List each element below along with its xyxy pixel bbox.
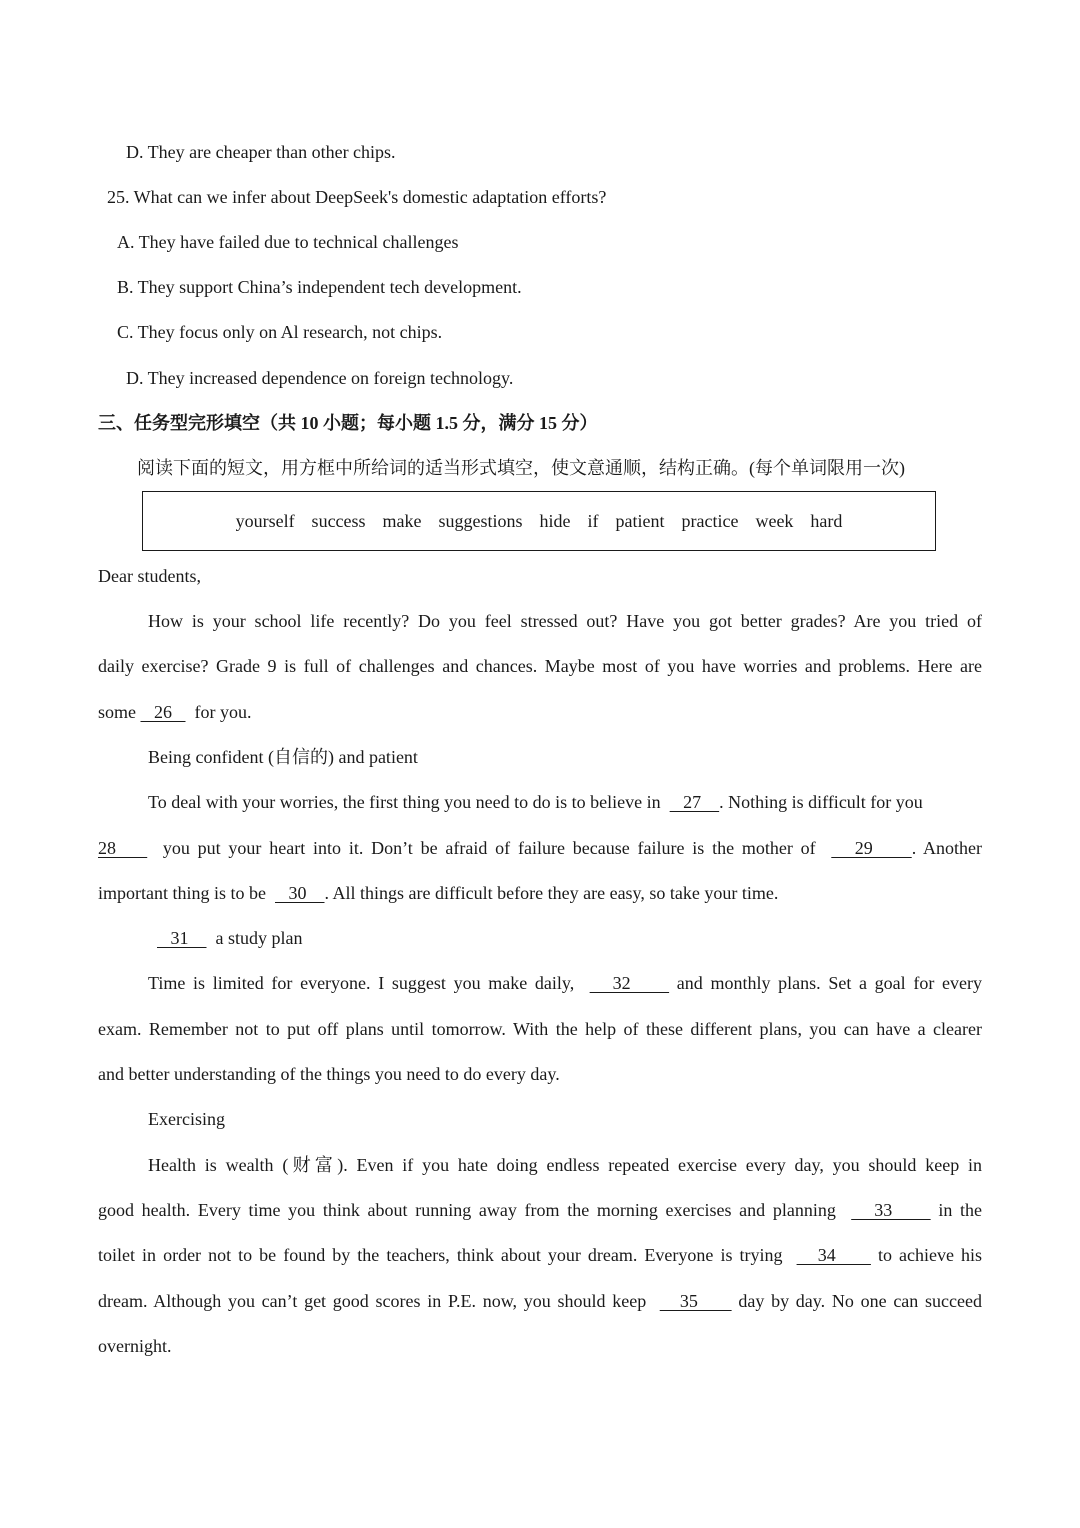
- blank-26[interactable]: 26: [140, 702, 186, 722]
- blank-32[interactable]: 32: [589, 973, 670, 993]
- q24-option-d: D. They are cheaper than other chips.: [126, 142, 396, 162]
- blank-31[interactable]: 31: [157, 928, 207, 948]
- blank-35[interactable]: 35: [659, 1291, 732, 1311]
- paragraph-line: and better understanding of the things you need to do every day.: [98, 1064, 560, 1084]
- paragraph-line: To deal with your worries, the first thing you need to do is to believe in 27 . Nothing is difficult for you: [148, 792, 923, 812]
- paragraph-line: overnight.: [98, 1336, 172, 1356]
- q25-question: 25. What can we infer about DeepSeek's domestic adaptation efforts?: [107, 187, 607, 207]
- paragraph-line: important thing is to be 30 . All things are difficult before they are easy, so take your time.: [98, 883, 779, 903]
- paragraph-line: toilet in order not to be found by the teachers, think about your dream. Everyone is trying 34 to achieve his: [98, 1245, 982, 1265]
- letter-greeting: Dear students,: [98, 566, 201, 586]
- blank-34[interactable]: 34: [796, 1245, 871, 1265]
- blank-33[interactable]: 33: [851, 1200, 931, 1220]
- subheading-confident: Being confident (自信的) and patient: [148, 747, 418, 767]
- section-instruction: 阅读下面的短文，用方框中所给词的适当形式填空，使文意通顺，结构正确。(每个单词限用一次): [137, 458, 905, 478]
- blank-30[interactable]: 30: [275, 883, 325, 903]
- paragraph-line: How is your school life recently? Do you feel stressed out? Have you got better grades? Are you tried of: [148, 611, 982, 631]
- q25-option-d: D. They increased dependence on foreign technology.: [126, 368, 514, 388]
- paragraph-line: exam. Remember not to put off plans until tomorrow. With the help of these different plans, you can have a clearer: [98, 1019, 982, 1039]
- subheading-exercising: Exercising: [148, 1109, 225, 1129]
- paragraph-line: 28 you put your heart into it. Don’t be afraid of failure because failure is the mother of 29 . Another: [98, 838, 983, 858]
- q25-option-a: A. They have failed due to technical challenges: [117, 232, 459, 252]
- paragraph-line: some 26 for you.: [98, 702, 252, 722]
- word-bank: yourself success make suggestions hide if patient practice week hard: [235, 510, 843, 531]
- blank-27[interactable]: 27: [669, 792, 720, 812]
- word-bank-box: [142, 491, 936, 551]
- paragraph-line: daily exercise? Grade 9 is full of challenges and chances. Maybe most of you have worries and problems. Here are: [98, 656, 982, 676]
- paragraph-line: good health. Every time you think about running away from the morning exercises and planning 33 in the: [98, 1200, 982, 1220]
- blank-28[interactable]: 28: [98, 838, 148, 858]
- section-heading: 三、任务型完形填空（共 10 小题；每小题 1.5 分，满分 15 分）: [98, 413, 598, 433]
- q25-option-b: B. They support China’s independent tech development.: [117, 277, 522, 297]
- subheading-study-plan: 31 a study plan: [157, 928, 303, 948]
- paragraph-line: Time is limited for everyone. I suggest you make daily, 32 and monthly plans. Set a goal for every: [148, 973, 982, 993]
- paragraph-line: Health is wealth (财富). Even if you hate doing endless repeated exercise every day, you should keep in: [148, 1155, 982, 1175]
- paragraph-line: dream. Although you can’t get good scores in P.E. now, you should keep 35 day by day. No one can succeed: [98, 1291, 982, 1311]
- q25-option-c: C. They focus only on Al research, not chips.: [117, 322, 443, 342]
- blank-29[interactable]: 29: [831, 838, 912, 858]
